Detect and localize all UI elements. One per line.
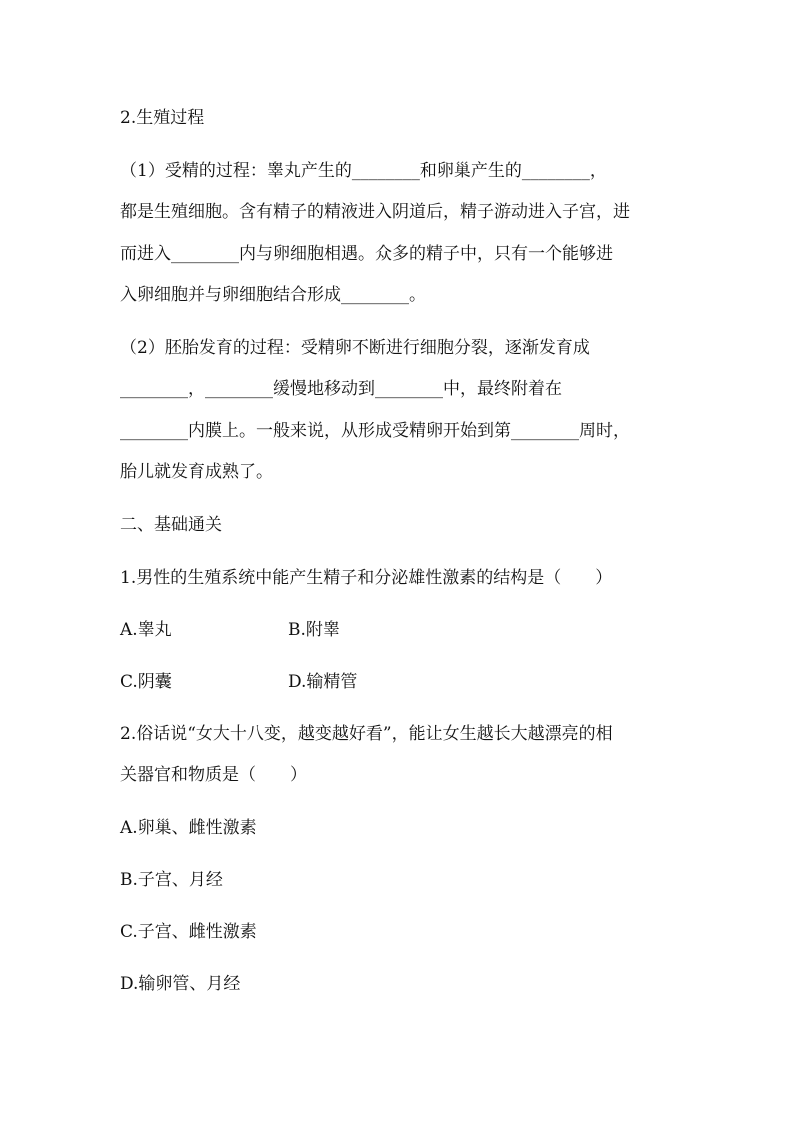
option-c[interactable]: C.子宫、雌性激素 <box>120 922 257 942</box>
text-line: 而进入________内与卵细胞相遇。众多的精子中，只有一个能够进 <box>120 244 613 264</box>
text-line: 入卵细胞并与卵细胞结合形成________。 <box>120 285 426 305</box>
option-d[interactable]: D.输卵管、月经 <box>120 974 241 994</box>
option-a[interactable]: A.睾丸 <box>120 620 172 640</box>
question-stem: 1.男性的生殖系统中能产生精子和分泌雄性激素的结构是（ ） <box>120 568 613 588</box>
option-row <box>120 671 358 693</box>
text-line: 都是生殖细胞。含有精子的精液进入阴道后，精子游动进入子宫，进 <box>120 202 630 222</box>
option-d[interactable]: D.输精管 <box>288 672 358 692</box>
question-stem: 2.俗话说“女大十八变，越变越好看”，能让女生越长大越漂亮的相 <box>120 724 613 744</box>
option-a[interactable]: A.卵巢、雌性激素 <box>120 818 257 838</box>
option-c[interactable]: C.阴囊 <box>120 672 172 692</box>
option-row <box>120 619 340 641</box>
section-heading-basic: 二、基础通关 <box>120 515 222 535</box>
text-line: ________内膜上。一般来说，从形成受精卵开始到第________周时， <box>120 421 630 441</box>
section-heading-reproduction-process: 2.生殖过程 <box>120 108 205 128</box>
text-line: ________，________缓慢地移动到________中，最终附着在 <box>120 379 562 399</box>
option-b[interactable]: B.子宫、月经 <box>120 870 223 890</box>
text-line: 胎儿就发育成熟了。 <box>120 462 273 482</box>
text-line: （2）胚胎发育的过程：受精卵不断进行细胞分裂，逐渐发育成 <box>120 338 590 358</box>
question-stem: 关器官和物质是（ ） <box>120 765 307 785</box>
text-line: （1）受精的过程：睾丸产生的________和卵巢产生的________， <box>120 161 607 181</box>
option-b[interactable]: B.附睾 <box>288 620 340 640</box>
